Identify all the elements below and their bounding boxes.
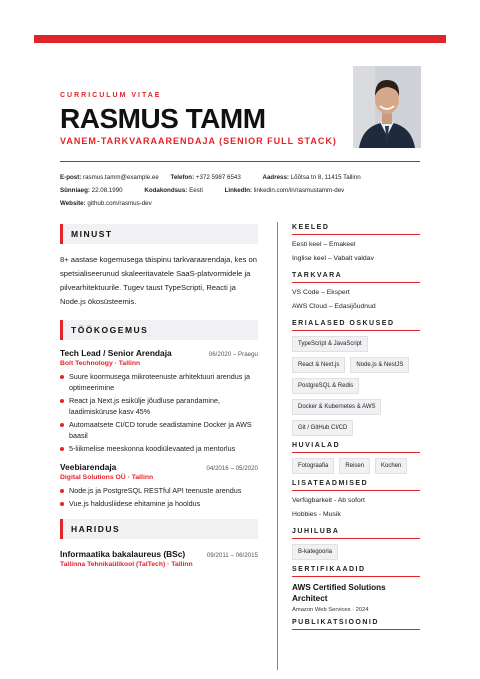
sidebar-column	[292, 224, 420, 636]
skills-section	[292, 320, 420, 436]
skill-chip: PostgreSQL & Redis	[292, 378, 359, 394]
job-company: Bolt Technology · Tallinn	[60, 360, 141, 367]
phone-label: Telefon:	[170, 174, 195, 181]
education-heading: HARIDUS	[60, 519, 258, 539]
job-bullet: Node.js ja PostgreSQL RESTful API teenuste arendus	[60, 485, 258, 496]
email-label: E-post:	[60, 174, 82, 181]
certificates-section	[292, 566, 420, 613]
job-role: VANEM-TARKVARAARENDAJA (SENIOR FULL STACK)	[60, 136, 337, 146]
additional-heading: LISATEADMISED	[292, 480, 420, 491]
software-heading: TARKVARA	[292, 272, 420, 283]
header-divider	[60, 161, 420, 162]
publications-section	[292, 619, 420, 630]
hobby-chip: Reisen	[339, 458, 370, 474]
certificate-issuer: Amazon Web Services · 2024	[292, 607, 369, 613]
job-bullets	[60, 371, 258, 454]
email-link[interactable]: rasmus.tamm@example.ee	[83, 174, 159, 181]
address-label: Aadress:	[262, 174, 289, 181]
contact-info	[60, 171, 430, 210]
language-item: Inglise keel – Vabalt valdav	[292, 255, 374, 262]
hobby-chip: Fotograafia	[292, 458, 334, 474]
job-bullet: Automaatsete CI/CD torude seadistamine Docker ja AWS baasil	[60, 419, 258, 441]
software-section	[292, 272, 420, 314]
linkedin-label: LinkedIn:	[224, 187, 253, 194]
phone-value: +372 5987 6543	[195, 174, 241, 181]
citizenship-label: Kodakondsus:	[144, 187, 188, 194]
website-label: Website:	[60, 200, 86, 207]
summary-heading: MINUST	[60, 224, 258, 244]
skill-chip: TypeScript & JavaScript	[292, 336, 368, 352]
job-dates: 06/2020 – Praegu	[208, 351, 258, 358]
job-bullet: 5-liikmelise meeskonna koodiülevaated ja mentorlus	[60, 443, 258, 454]
address-value: Lõõtsa tn 8, 11415 Tallinn	[290, 174, 361, 181]
certificate-title: AWS Certified Solutions Architect	[292, 583, 386, 603]
license-chip: B-kategooria	[292, 544, 338, 560]
main-column	[60, 224, 258, 568]
job-company: Digital Solutions OÜ · Tallinn	[60, 474, 154, 481]
publications-heading: PUBLIKATSIOONID	[292, 619, 420, 630]
website-link[interactable]: github.com/rasmus-dev	[87, 200, 152, 207]
education-dates: 09/2011 – 06/2015	[206, 552, 258, 559]
summary-text: 8+ aastase kogemusega täispinu tarkvaraarendaja, kes on spetsialiseerunud skaleeritavatele SaaS-platvormidele ja pilvearhitektuurile. Tugev taust TypeScripti, Reacti ja Node.js ökosüsteemis.	[60, 255, 257, 306]
degree-title: Informaatika bakalaureus (BSc)	[60, 549, 186, 559]
experience-heading: TÖÖKOGEMUS	[60, 320, 258, 340]
skill-chip: Docker & Kubernetes & AWS	[292, 399, 381, 415]
job-title: Tech Lead / Senior Arendaja	[60, 348, 172, 358]
certificates-heading: SERTIFIKAADID	[292, 566, 420, 577]
skills-heading: ERIALASED OSKUSED	[292, 320, 420, 331]
skill-chip: Git / GitHub CI/CD	[292, 420, 353, 436]
person-name: RASMUS TAMM	[60, 103, 266, 134]
license-section	[292, 528, 420, 560]
job-title: Veebiarendaja	[60, 462, 117, 472]
job-bullet: Suure koormusega mikroteenuste arhitektuuri arendus ja optimeerimine	[60, 371, 258, 393]
profile-photo	[353, 66, 421, 148]
cv-label: CURRICULUM VITAE	[60, 92, 162, 99]
job-bullet: React ja Next.js esikülje jõudluse parandamine, laadimisküruse kasv 45%	[60, 395, 258, 417]
languages-heading: KEELED	[292, 224, 420, 235]
job-entry	[60, 462, 258, 509]
languages-section	[292, 224, 420, 266]
job-dates: 04/2016 – 05/2020	[206, 465, 258, 472]
accent-top-bar	[34, 35, 446, 43]
job-entry	[60, 348, 258, 454]
hobbies-heading: HUVIALAD	[292, 442, 420, 453]
language-item: Eesti keel – Emakeel	[292, 241, 356, 248]
birth-label: Sünniaeg:	[60, 187, 90, 194]
hobbies-section	[292, 442, 420, 474]
additional-item: Verfügbarkeit - Ab sofort	[292, 497, 365, 504]
skill-chip: React & Next.js	[292, 357, 345, 373]
school-name: Tallinna Tehnikaülikool (TalTech) · Tallinn	[60, 561, 193, 568]
cv-header	[60, 92, 350, 146]
license-heading: JUHILUBA	[292, 528, 420, 539]
additional-section	[292, 480, 420, 522]
software-item: AWS Cloud – Edasijõudnud	[292, 303, 376, 310]
citizenship-value: Eesti	[189, 187, 203, 194]
job-bullets	[60, 485, 258, 509]
hobby-chip: Kochen	[375, 458, 407, 474]
linkedin-link[interactable]: linkedin.com/in/rasmustamm-dev	[253, 187, 345, 194]
software-item: VS Code – Ekspert	[292, 289, 350, 296]
skill-chip: Node.js & NestJS	[350, 357, 409, 373]
column-divider	[277, 222, 278, 670]
additional-item: Hobbies - Musik	[292, 511, 341, 518]
education-entry	[60, 549, 258, 568]
job-bullet: Vue.js haldusliidese ehitamine ja hooldus	[60, 498, 258, 509]
birth-value: 22.08.1990	[91, 187, 123, 194]
